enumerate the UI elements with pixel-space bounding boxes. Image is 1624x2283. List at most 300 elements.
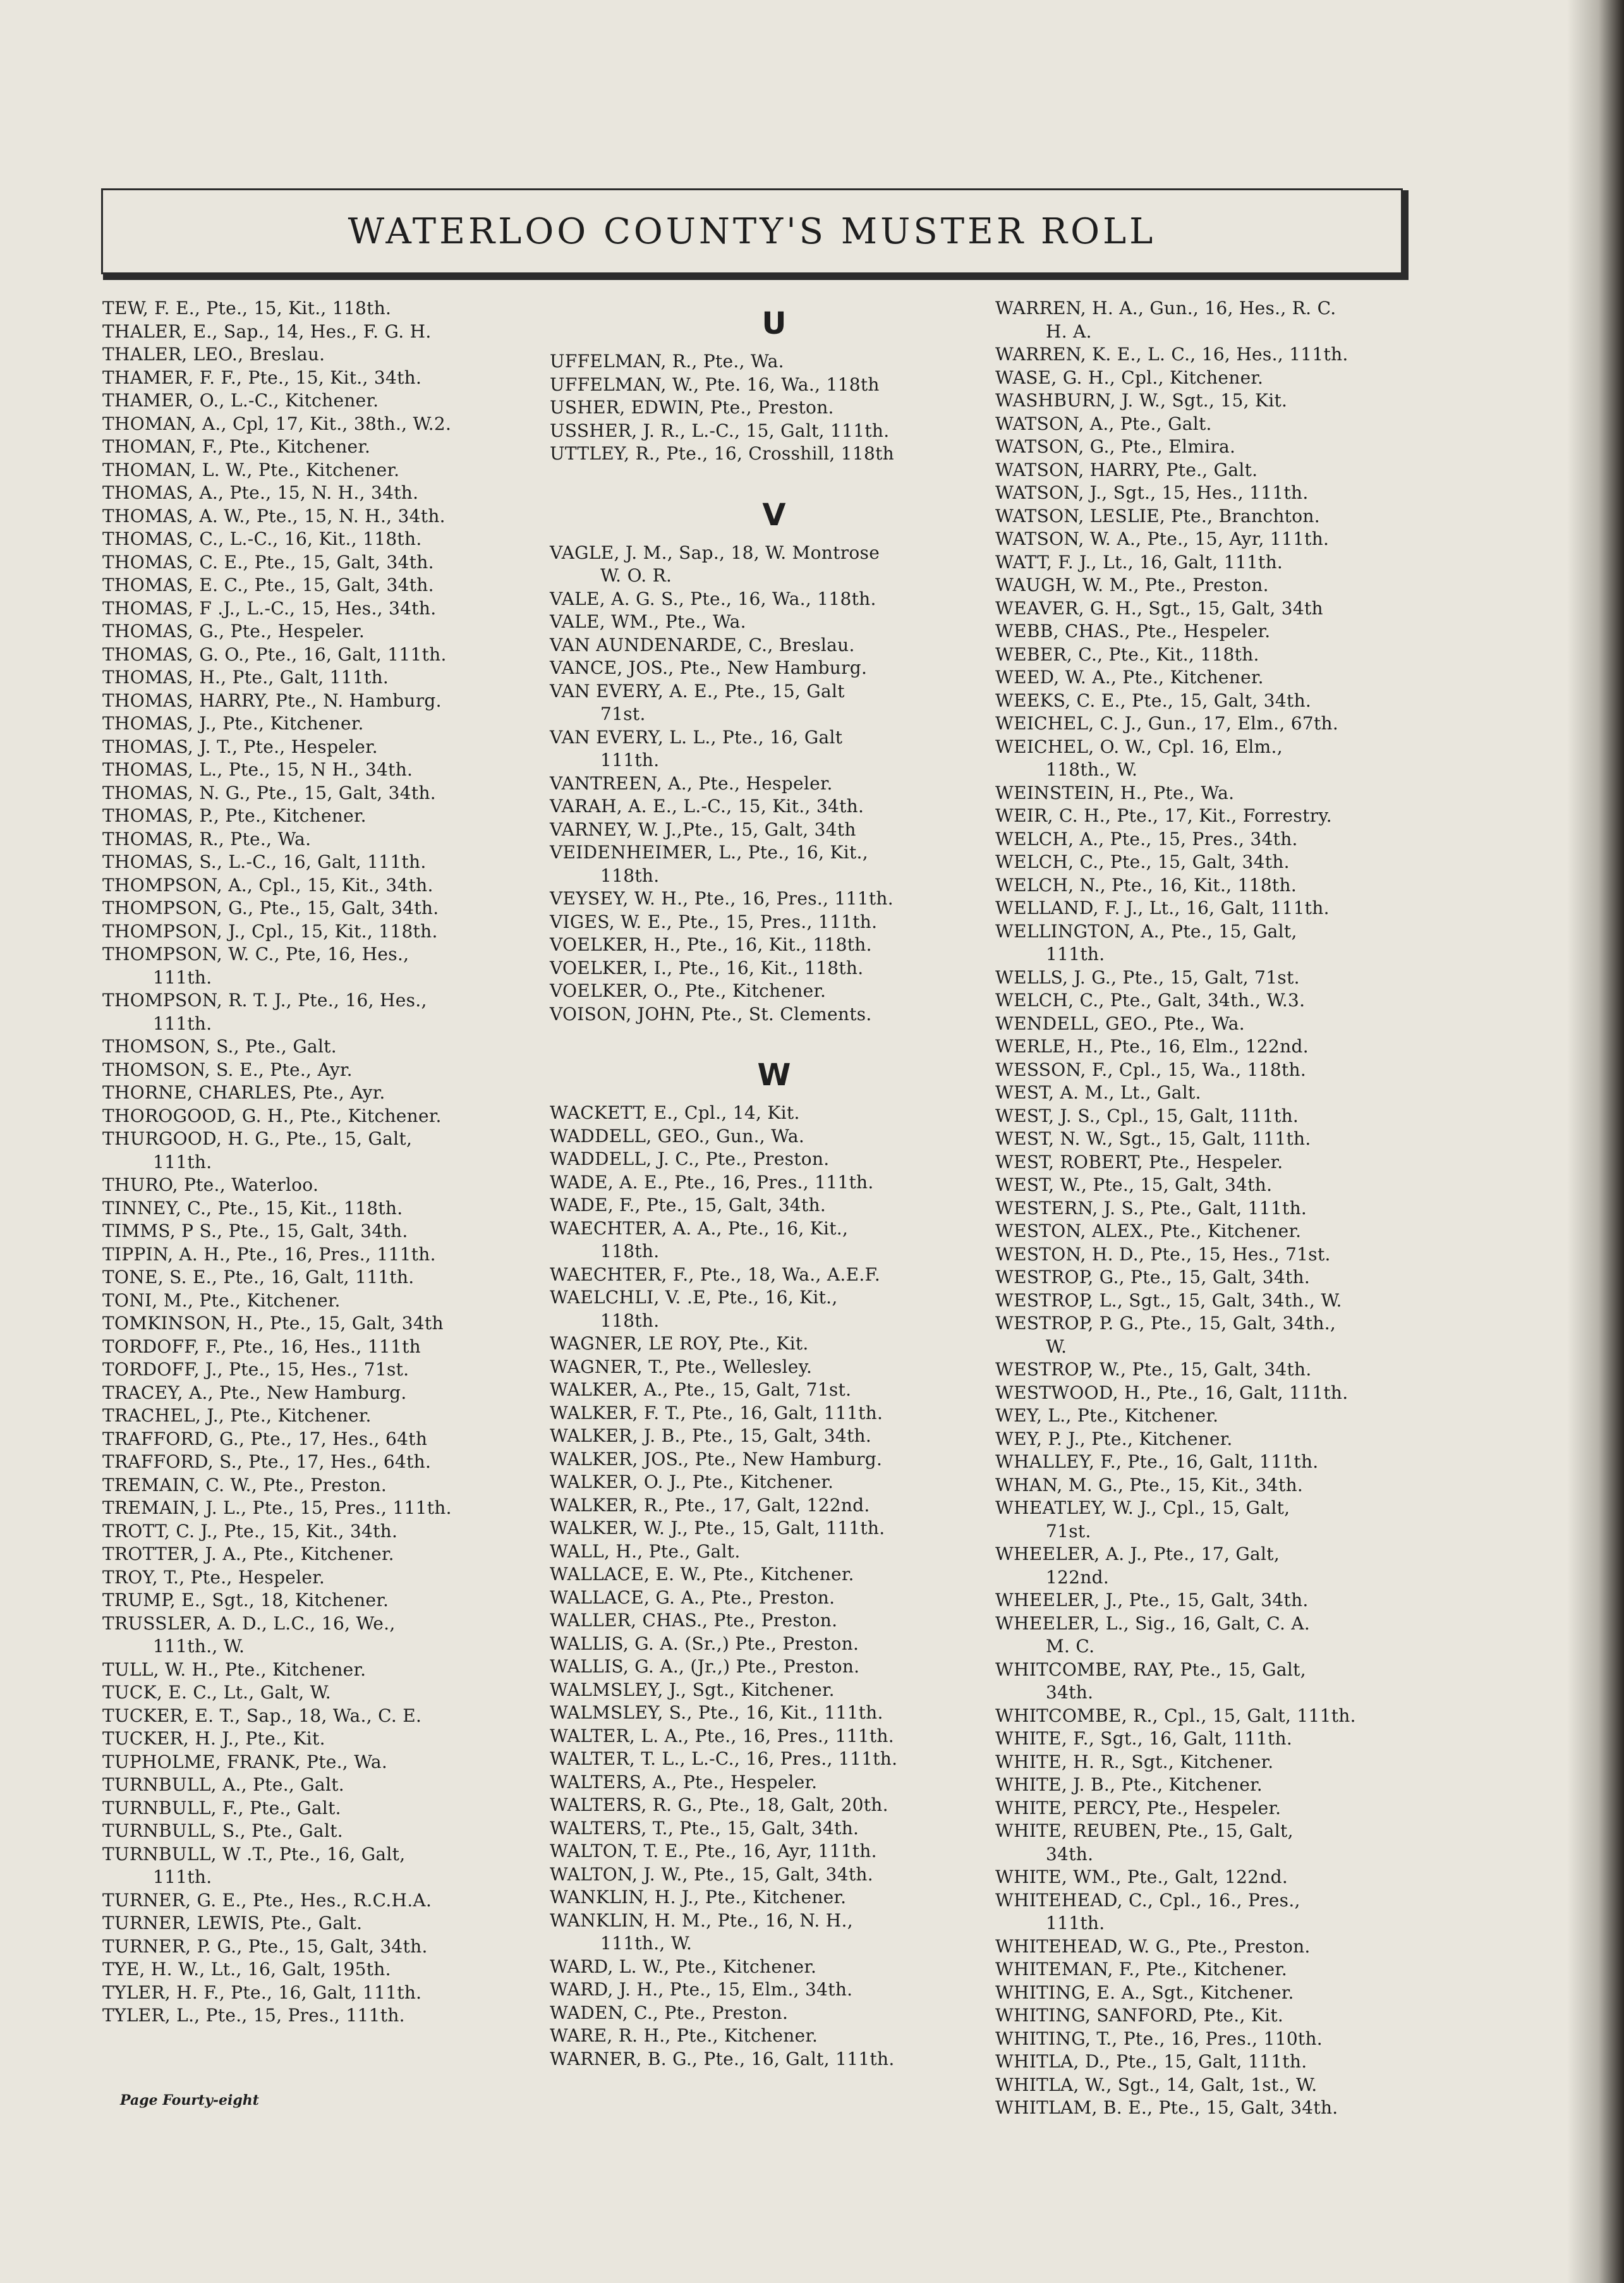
roster-entry-text: THOMAS, C., L.-C., 16, Kit., 118th. xyxy=(102,528,422,549)
roster-entry-continuation: 111th. xyxy=(153,1013,212,1034)
roster-entry-text: WELCH, A., Pte., 15, Pres., 34th. xyxy=(995,828,1298,849)
roster-entry xyxy=(102,1843,545,1889)
roster-entry-text: THOMAS, N. G., Pte., 15, Galt, 34th. xyxy=(102,782,436,803)
roster-entry-text: VANTREEN, A., Pte., Hespeler. xyxy=(550,772,833,794)
roster-entry xyxy=(550,1217,973,1263)
roster-entry xyxy=(550,1909,973,1956)
roster-entry xyxy=(995,1358,1425,1382)
roster-entry-text: WAECHTER, F., Pte., 18, Wa., A.E.F. xyxy=(550,1263,881,1285)
roster-entry-text: TINNEY, C., Pte., 15, Kit., 118th. xyxy=(102,1197,403,1219)
roster-entry-text: VAN EVERY, L. L., Pte., 16, Galt xyxy=(550,726,843,748)
roster-entry-text: THOMAS, A. W., Pte., 15, N. H., 34th. xyxy=(102,505,445,527)
roster-entry-text: WHITEHEAD, C., Cpl., 16., Pres., xyxy=(995,1889,1300,1911)
roster-entry-text: TURNBULL, S., Pte., Galt. xyxy=(102,1820,343,1841)
roster-entry-text: THALER, LEO., Breslau. xyxy=(102,344,325,365)
roster-entry-text: UTTLEY, R., Pte., 16, Crosshill, 118th xyxy=(550,443,894,464)
roster-entry-text: WHALLEY, F., Pte., 16, Galt, 111th. xyxy=(995,1451,1319,1472)
roster-entry xyxy=(995,2050,1425,2074)
roster-entry xyxy=(102,1958,545,1982)
roster-entry xyxy=(550,1563,973,1586)
roster-entry xyxy=(995,736,1425,782)
roster-entry-text: WANKLIN, H. J., Pte., Kitchener. xyxy=(550,1887,847,1908)
roster-entry-text: WATT, F. J., Lt., 16, Galt, 111th. xyxy=(995,551,1283,573)
roster-entry-continuation: 71st. xyxy=(1046,1520,1091,1542)
roster-entry-text: WALKER, F. T., Pte., 16, Galt, 111th. xyxy=(550,1402,883,1423)
roster-entry xyxy=(102,505,545,528)
roster-entry-text: WELLS, J. G., Pte., 15, Galt, 71st. xyxy=(995,966,1300,988)
roster-entry-continuation: W. O. R. xyxy=(600,565,672,586)
roster-entry-text: TRAFFORD, S., Pte., 17, Hes., 64th. xyxy=(102,1451,432,1472)
roster-entry xyxy=(550,1148,973,1171)
roster-entry-text: WATSON, J., Sgt., 15, Hes., 111th. xyxy=(995,482,1309,503)
roster-entry xyxy=(102,1059,545,1082)
roster-entry xyxy=(102,828,545,851)
roster-entry-text: THOMAN, F., Pte., Kitchener. xyxy=(102,436,371,457)
roster-entry-text: TYLER, H. F., Pte., 16, Galt, 111th. xyxy=(102,1982,422,2003)
roster-entry xyxy=(550,1748,973,1771)
roster-entry xyxy=(550,657,973,680)
roster-entry xyxy=(102,435,545,459)
roster-entry-text: THORNE, CHARLES, Pte., Ayr. xyxy=(102,1082,385,1103)
roster-entry xyxy=(102,1982,545,2005)
roster-entry-text: WESTWOOD, H., Pte., 16, Galt, 111th. xyxy=(995,1382,1348,1403)
roster-entry xyxy=(995,1589,1425,1612)
roster-entry xyxy=(995,505,1425,528)
roster-entry-text: WANKLIN, H. M., Pte., 16, N. H., xyxy=(550,1909,853,1931)
roster-entry-text: WALLIS, G. A. (Sr.,) Pte., Preston. xyxy=(550,1633,859,1654)
roster-entry xyxy=(102,920,545,944)
roster-entry xyxy=(995,389,1425,413)
roster-entry-text: WHITEMAN, F., Pte., Kitchener. xyxy=(995,1959,1288,1980)
roster-entry-text: WELCH, C., Pte., 15, Galt, 34th. xyxy=(995,851,1290,872)
roster-entry-text: THOMAN, L. W., Pte., Kitchener. xyxy=(102,459,400,480)
roster-entry-text: WALTER, T. L., L.-C., 16, Pres., 111th. xyxy=(550,1748,898,1769)
roster-entry xyxy=(995,1151,1425,1174)
roster-entry-text: TYLER, L., Pte., 15, Pres., 111th. xyxy=(102,2005,405,2026)
roster-entry-continuation: 111th. xyxy=(153,966,212,988)
roster-entry xyxy=(550,1863,973,1887)
roster-entry-text: VAGLE, J. M., Sap., 18, W. Montrose xyxy=(550,542,880,563)
roster-entry-text: THOMSON, S., Pte., Galt. xyxy=(102,1036,337,1057)
roster-entry-text: WESSON, F., Cpl., 15, Wa., 118th. xyxy=(995,1059,1307,1080)
roster-entry xyxy=(102,1935,545,1959)
roster-entry xyxy=(995,1705,1425,1728)
roster-entry xyxy=(995,2028,1425,2051)
roster-entry xyxy=(995,551,1425,575)
roster-entry-continuation: 111th., W. xyxy=(153,1636,245,1657)
roster-entry xyxy=(550,1540,973,1564)
roster-entry-text: WAELCHLI, V. .E, Pte., 16, Kit., xyxy=(550,1287,838,1308)
roster-entry xyxy=(995,1035,1425,1059)
roster-entry xyxy=(102,1243,545,1267)
roster-entry xyxy=(550,1194,973,1217)
roster-entry xyxy=(995,782,1425,805)
roster-entry xyxy=(995,920,1425,966)
roster-entry-text: WALTERS, T., Pte., 15, Galt, 34th. xyxy=(550,1817,859,1839)
roster-entry-text: THOROGOOD, G. H., Pte., Kitchener. xyxy=(102,1105,442,1126)
roster-entry xyxy=(102,551,545,575)
roster-entry xyxy=(102,1566,545,1590)
roster-entry xyxy=(995,1404,1425,1428)
roster-entry xyxy=(102,1289,545,1313)
roster-entry xyxy=(550,1794,973,1817)
roster-entry-text: WALTER, L. A., Pte., 16, Pres., 111th. xyxy=(550,1725,894,1746)
roster-entry xyxy=(102,666,545,690)
roster-entry xyxy=(550,1448,973,1471)
roster-entry-text: TULL, W. H., Pte., Kitchener. xyxy=(102,1659,367,1680)
roster-entry xyxy=(550,542,973,588)
roster-entry-text: TRUMP, E., Sgt., 18, Kitchener. xyxy=(102,1590,389,1610)
roster-entry xyxy=(102,574,545,597)
roster-entry-text: WATSON, HARRY, Pte., Galt. xyxy=(995,459,1258,480)
roster-entry-text: WEST, W., Pte., 15, Galt, 34th. xyxy=(995,1174,1273,1195)
roster-entry-text: WEST, J. S., Cpl., 15, Galt, 111th. xyxy=(995,1105,1299,1126)
roster-entry xyxy=(102,1774,545,1797)
roster-entry xyxy=(995,1474,1425,1497)
roster-entry xyxy=(550,1102,973,1125)
roster-entry-text: WALTERS, R. G., Pte., 18, Galt, 20th. xyxy=(550,1794,888,1815)
roster-entry-text: USHER, EDWIN, Pte., Preston. xyxy=(550,397,834,418)
roster-entry-text: WADEN, C., Pte., Preston. xyxy=(550,2002,789,2023)
roster-entry xyxy=(102,1589,545,1612)
roster-entry xyxy=(102,389,545,413)
roster-entry xyxy=(995,1451,1425,1474)
roster-entry-text: TURNER, G. E., Pte., Hes., R.C.H.A. xyxy=(102,1889,432,1911)
roster-entry-text: WAUGH, W. M., Pte., Preston. xyxy=(995,575,1269,595)
roster-entry-text: WARD, L. W., Pte., Kitchener. xyxy=(550,1956,817,1977)
roster-entry-text: TRACEY, A., Pte., New Hamburg. xyxy=(102,1382,407,1403)
roster-entry-text: WARNER, B. G., Pte., 16, Galt, 111th. xyxy=(550,2048,895,2069)
roster-entry xyxy=(995,1727,1425,1751)
roster-entry xyxy=(550,1379,973,1402)
roster-entry xyxy=(995,989,1425,1013)
roster-entry xyxy=(102,758,545,782)
roster-entry xyxy=(102,1797,545,1820)
roster-entry-text: WEBB, CHAS., Pte., Hespeler. xyxy=(995,621,1271,642)
roster-entry xyxy=(550,1978,973,2002)
roster-entry-text: WEEKS, C. E., Pte., 15, Galt, 34th. xyxy=(995,690,1312,711)
roster-entry-text: WHITE, F., Sgt., 16, Galt, 111th. xyxy=(995,1728,1293,1749)
roster-entry xyxy=(995,1059,1425,1082)
roster-entry xyxy=(550,1633,973,1656)
roster-entry-text: VAN EVERY, A. E., Pte., 15, Galt xyxy=(550,680,845,702)
roster-entry-text: WAGNER, LE ROY, Pte., Kit. xyxy=(550,1333,809,1354)
roster-entry-text: THOMAS, C. E., Pte., 15, Galt, 34th. xyxy=(102,551,434,573)
roster-entry-continuation: W. xyxy=(1046,1336,1067,1357)
roster-entry xyxy=(102,1751,545,1774)
roster-entry-text: WEST, ROBERT, Pte., Hespeler. xyxy=(995,1151,1283,1172)
roster-entry-text: THOMAN, A., Cpl, 17, Kit., 38th., W.2. xyxy=(102,413,452,434)
roster-entry xyxy=(102,620,545,643)
roster-entry xyxy=(995,805,1425,828)
roster-entry xyxy=(102,1312,545,1336)
roster-entry xyxy=(995,643,1425,667)
roster-entry-text: TREMAIN, C. W., Pte., Preston. xyxy=(102,1474,387,1495)
roster-entry-text: WHITE, PERCY, Pte., Hespeler. xyxy=(995,1797,1282,1818)
roster-entry xyxy=(995,1751,1425,1774)
roster-entry xyxy=(995,459,1425,482)
roster-entry-text: VEYSEY, W. H., Pte., 16, Pres., 111th. xyxy=(550,888,894,909)
roster-entry-text: WEICHEL, O. W., Cpl. 16, Elm., xyxy=(995,736,1283,757)
roster-entry xyxy=(995,2097,1425,2120)
roster-entry-text: THOMSON, S. E., Pte., Ayr. xyxy=(102,1059,353,1080)
roster-entry-text: TRACHEL, J., Pte., Kitchener. xyxy=(102,1405,372,1426)
roster-entry xyxy=(102,1727,545,1751)
roster-entry-text: THOMPSON, G., Pte., 15, Galt, 34th. xyxy=(102,898,439,918)
roster-entry xyxy=(102,851,545,874)
roster-entry-text: UFFELMAN, W., Pte. 16, Wa., 118th xyxy=(550,374,880,395)
roster-entry xyxy=(102,320,545,344)
roster-entry xyxy=(102,459,545,482)
roster-entry-text: USSHER, J. R., L.-C., 15, Galt, 111th. xyxy=(550,420,890,441)
roster-entry xyxy=(995,1128,1425,1151)
roster-entry xyxy=(550,1956,973,1979)
roster-entry-text: WEICHEL, C. J., Gun., 17, Elm., 67th. xyxy=(995,713,1339,734)
roster-entry xyxy=(550,980,973,1003)
roster-entry xyxy=(550,442,973,466)
roster-entry-text: WESTROP, W., Pte., 15, Galt, 34th. xyxy=(995,1359,1312,1380)
roster-entry-text: WESTROP, P. G., Pte., 15, Galt, 34th., xyxy=(995,1313,1336,1334)
roster-entry-text: WHEELER, A. J., Pte., 17, Galt, xyxy=(995,1543,1280,1564)
roster-entry-text: WELLAND, F. J., Lt., 16, Galt, 111th. xyxy=(995,898,1330,918)
roster-entry-text: THOMAS, E. C., Pte., 15, Galt, 34th. xyxy=(102,575,434,595)
roster-entry-text: TROTT, C. J., Pte., 15, Kit., 34th. xyxy=(102,1520,398,1542)
roster-entry-text: WARD, J. H., Pte., 15, Elm., 34th. xyxy=(550,1979,853,2000)
roster-entry-text: WHITLAM, B. E., Pte., 15, Galt, 34th. xyxy=(995,2097,1338,2118)
roster-entry-text: WHITING, SANFORD, Pte., Kit. xyxy=(995,2005,1284,2026)
roster-entry-continuation: 122nd. xyxy=(1046,1566,1110,1588)
roster-entry-continuation: 111th. xyxy=(1046,944,1105,965)
roster-entry-text: WADDELL, GEO., Gun., Wa. xyxy=(550,1125,805,1147)
roster-entry xyxy=(550,1125,973,1148)
roster-entry xyxy=(102,1659,545,1682)
roster-entry-text: TEW, F. E., Pte., 15, Kit., 118th. xyxy=(102,298,392,319)
roster-entry xyxy=(995,1889,1425,1935)
roster-entry-text: WHITEHEAD, W. G., Pte., Preston. xyxy=(995,1935,1311,1957)
roster-entry-text: THOMAS, H., Pte., Galt, 111th. xyxy=(102,667,389,688)
roster-entry xyxy=(550,1286,973,1332)
roster-entry-text: WALLACE, E. W., Pte., Kitchener. xyxy=(550,1564,854,1585)
roster-entry-text: TURNBULL, F., Pte., Galt. xyxy=(102,1797,341,1818)
roster-entry xyxy=(102,1612,545,1659)
roster-entry-text: THOMAS, F .J., L.-C., 15, Hes., 34th. xyxy=(102,597,437,619)
roster-entry xyxy=(102,690,545,713)
roster-entry xyxy=(995,297,1425,343)
roster-entry-continuation: 111th. xyxy=(600,750,660,770)
roster-entry xyxy=(995,1543,1425,1589)
roster-entry-text: WARE, R. H., Pte., Kitchener. xyxy=(550,2025,818,2046)
roster-entry xyxy=(995,1081,1425,1105)
roster-entry xyxy=(102,805,545,828)
roster-entry-text: WHEATLEY, W. J., Cpl., 15, Galt, xyxy=(995,1497,1290,1518)
roster-entry xyxy=(995,666,1425,690)
roster-entry-continuation: 118th., W. xyxy=(1046,759,1138,780)
roster-entry-text: THOMAS, J., Pte., Kitchener. xyxy=(102,713,364,734)
roster-entry-text: THOMAS, G. O., Pte., 16, Galt, 111th. xyxy=(102,643,447,665)
roster-entry-text: WHITLA, D., Pte., 15, Galt, 111th. xyxy=(995,2051,1307,2072)
roster-entry-text: TORDOFF, J., Pte., 15, Hes., 71st. xyxy=(102,1359,409,1380)
roster-entry-continuation: 111th. xyxy=(153,1151,212,1172)
roster-entry-text: WALTERS, A., Pte., Hespeler. xyxy=(550,1771,818,1793)
roster-entry-text: WELLINGTON, A., Pte., 15, Galt, xyxy=(995,920,1297,942)
roster-entry xyxy=(102,482,545,505)
roster-entry xyxy=(995,1497,1425,1543)
roster-entry xyxy=(550,1609,973,1633)
roster-entry xyxy=(995,1243,1425,1267)
roster-entry-text: WEAVER, G. H., Sgt., 15, Galt, 34th xyxy=(995,597,1323,619)
roster-entry-text: WENDELL, GEO., Pte., Wa. xyxy=(995,1013,1245,1034)
roster-entry xyxy=(550,795,973,819)
roster-entry-text: WALKER, R., Pte., 17, Galt, 122nd. xyxy=(550,1494,870,1516)
roster-entry xyxy=(550,1171,973,1195)
roster-entry xyxy=(102,1197,545,1221)
roster-entry-text: TURNBULL, W .T., Pte., 16, Galt, xyxy=(102,1843,406,1865)
roster-entry xyxy=(550,957,973,980)
roster-entry-text: TONI, M., Pte., Kitchener. xyxy=(102,1289,341,1311)
roster-entry-text: WHITE, REUBEN, Pte., 15, Galt, xyxy=(995,1820,1294,1841)
roster-entry-text: THAMER, F. F., Pte., 15, Kit., 34th. xyxy=(102,367,422,388)
roster-entry xyxy=(995,1013,1425,1036)
roster-entry-text: WEED, W. A., Pte., Kitchener. xyxy=(995,667,1264,688)
roster-entry-text: WERLE, H., Pte., 16, Elm., 122nd. xyxy=(995,1036,1309,1057)
roster-entry xyxy=(995,343,1425,367)
roster-entry-text: THOMPSON, R. T. J., Pte., 16, Hes., xyxy=(102,990,427,1011)
roster-entry xyxy=(550,1840,973,1863)
roster-entry-text: WEY, L., Pte., Kitchener. xyxy=(995,1405,1219,1426)
roster-entry xyxy=(995,482,1425,505)
roster-entry xyxy=(550,772,973,796)
roster-entry-text: THOMAS, R., Pte., Wa. xyxy=(102,828,312,849)
roster-entry xyxy=(550,911,973,934)
roster-entry xyxy=(102,1889,545,1913)
roster-entry-text: WEST, N. W., Sgt., 15, Galt, 111th. xyxy=(995,1128,1311,1149)
roster-entry xyxy=(102,2004,545,2028)
roster-entry xyxy=(102,1266,545,1289)
roster-entry-text: VAN AUNDENARDE, C., Breslau. xyxy=(550,634,855,655)
roster-entry-text: WASE, G. H., Cpl., Kitchener. xyxy=(995,367,1264,388)
roster-entry-text: WALLACE, G. A., Pte., Preston. xyxy=(550,1586,835,1608)
roster-entry xyxy=(995,1797,1425,1820)
roster-entry-text: VALE, WM., Pte., Wa. xyxy=(550,611,746,632)
section-u-list xyxy=(550,350,973,466)
roster-entry xyxy=(550,2048,973,2071)
roster-entry-text: WAGNER, T., Pte., Wellesley. xyxy=(550,1356,813,1377)
roster-entry xyxy=(995,1105,1425,1128)
roster-entry xyxy=(995,712,1425,736)
page-title: WATERLOO COUNTY'S MUSTER ROLL xyxy=(348,210,1156,252)
roster-entry xyxy=(995,413,1425,436)
roster-entry-text: TROY, T., Pte., Hespeler. xyxy=(102,1566,325,1588)
roster-entry-text: WESTERN, J. S., Pte., Galt, 111th. xyxy=(995,1197,1307,1219)
roster-entry-text: WHITING, E. A., Sgt., Kitchener. xyxy=(995,1982,1294,2003)
roster-entry xyxy=(550,1356,973,1379)
roster-entry-continuation: 118th. xyxy=(600,865,660,886)
roster-entry xyxy=(550,1771,973,1794)
roster-entry xyxy=(995,620,1425,643)
roster-entry-text: WALKER, O. J., Pte., Kitchener. xyxy=(550,1471,834,1492)
roster-entry xyxy=(995,828,1425,851)
roster-entry-text: WHITE, H. R., Sgt., Kitchener. xyxy=(995,1751,1274,1772)
roster-entry-text: WATSON, A., Pte., Galt. xyxy=(995,413,1212,434)
roster-entry xyxy=(550,611,973,634)
roster-entry xyxy=(995,897,1425,920)
roster-entry xyxy=(102,297,545,320)
roster-entry xyxy=(995,574,1425,597)
roster-entry xyxy=(995,1774,1425,1797)
roster-entry-continuation: 118th. xyxy=(600,1310,660,1331)
roster-entry-text: WALMSLEY, S., Pte., 16, Kit., 111th. xyxy=(550,1702,883,1723)
roster-entry-text: TONE, S. E., Pte., 16, Galt, 111th. xyxy=(102,1267,415,1288)
roster-entry xyxy=(550,1679,973,1702)
roster-entry xyxy=(550,2002,973,2025)
roster-entry xyxy=(550,841,973,887)
section-v-list xyxy=(550,542,973,1026)
roster-entry xyxy=(995,1312,1425,1358)
section-spacer xyxy=(550,1026,973,1049)
roster-entry-text: THAMER, O., L.-C., Kitchener. xyxy=(102,390,379,411)
roster-entry xyxy=(550,1586,973,1610)
roster-entry-continuation: 71st. xyxy=(600,703,646,724)
roster-entry-text: WALL, H., Pte., Galt. xyxy=(550,1540,741,1562)
roster-entry-text: THOMAS, L., Pte., 15, N H., 34th. xyxy=(102,759,413,780)
roster-column-2 xyxy=(550,297,973,2071)
roster-entry-text: TOMKINSON, H., Pte., 15, Galt, 34th xyxy=(102,1313,444,1334)
section-spacer xyxy=(550,466,973,489)
roster-entry xyxy=(102,1474,545,1497)
page-binding-shadow xyxy=(1567,0,1624,2283)
roster-entry xyxy=(102,1705,545,1728)
roster-entry-continuation: H. A. xyxy=(1046,320,1092,342)
roster-entry-text: TROTTER, J. A., Pte., Kitchener. xyxy=(102,1543,394,1564)
roster-entry xyxy=(995,1266,1425,1289)
roster-entry-continuation: 111th. xyxy=(1046,1913,1105,1933)
roster-entry-text: WHITCOMBE, RAY, Pte., 15, Galt, xyxy=(995,1659,1306,1680)
roster-entry xyxy=(102,1128,545,1174)
roster-entry xyxy=(102,643,545,667)
roster-entry-text: WALTON, J. W., Pte., 15, Galt, 34th. xyxy=(550,1863,873,1885)
roster-entry xyxy=(995,528,1425,551)
roster-entry-text: TREMAIN, J. L., Pte., 15, Pres., 111th. xyxy=(102,1497,452,1518)
roster-entry-text: WELCH, C., Pte., Galt, 34th., W.3. xyxy=(995,990,1306,1011)
roster-entry-text: VALE, A. G. S., Pte., 16, Wa., 118th. xyxy=(550,588,876,609)
roster-entry xyxy=(995,435,1425,459)
roster-entry xyxy=(995,2004,1425,2028)
roster-entry xyxy=(102,874,545,898)
roster-entry xyxy=(995,1289,1425,1313)
roster-entry xyxy=(102,343,545,367)
roster-entry-text: TORDOFF, F., Pte., 16, Hes., 111th xyxy=(102,1336,421,1357)
roster-entry-text: VOELKER, H., Pte., 16, Kit., 118th. xyxy=(550,934,872,955)
roster-entry xyxy=(102,782,545,805)
roster-entry-text: THURGOOD, H. G., Pte., 15, Galt, xyxy=(102,1128,413,1149)
roster-entry-text: TYE, H. W., Lt., 16, Galt, 195th. xyxy=(102,1959,391,1980)
roster-entry xyxy=(102,1497,545,1520)
roster-entry xyxy=(102,1451,545,1474)
roster-entry xyxy=(550,1886,973,1909)
roster-entry xyxy=(102,1081,545,1105)
roster-entry xyxy=(995,690,1425,713)
roster-entry-text: THOMAS, J. T., Pte., Hespeler. xyxy=(102,736,378,757)
roster-entry-text: WHEELER, L., Sig., 16, Galt, C. A. xyxy=(995,1612,1311,1634)
roster-entry xyxy=(550,396,973,420)
roster-entry xyxy=(995,1982,1425,2005)
roster-entry xyxy=(550,1003,973,1026)
roster-entry-continuation: 111th., W. xyxy=(600,1933,693,1954)
roster-entry-text: TURNBULL, A., Pte., Galt. xyxy=(102,1774,344,1795)
roster-entry xyxy=(995,1382,1425,1405)
roster-entry xyxy=(550,1471,973,1494)
roster-entry xyxy=(102,1105,545,1128)
